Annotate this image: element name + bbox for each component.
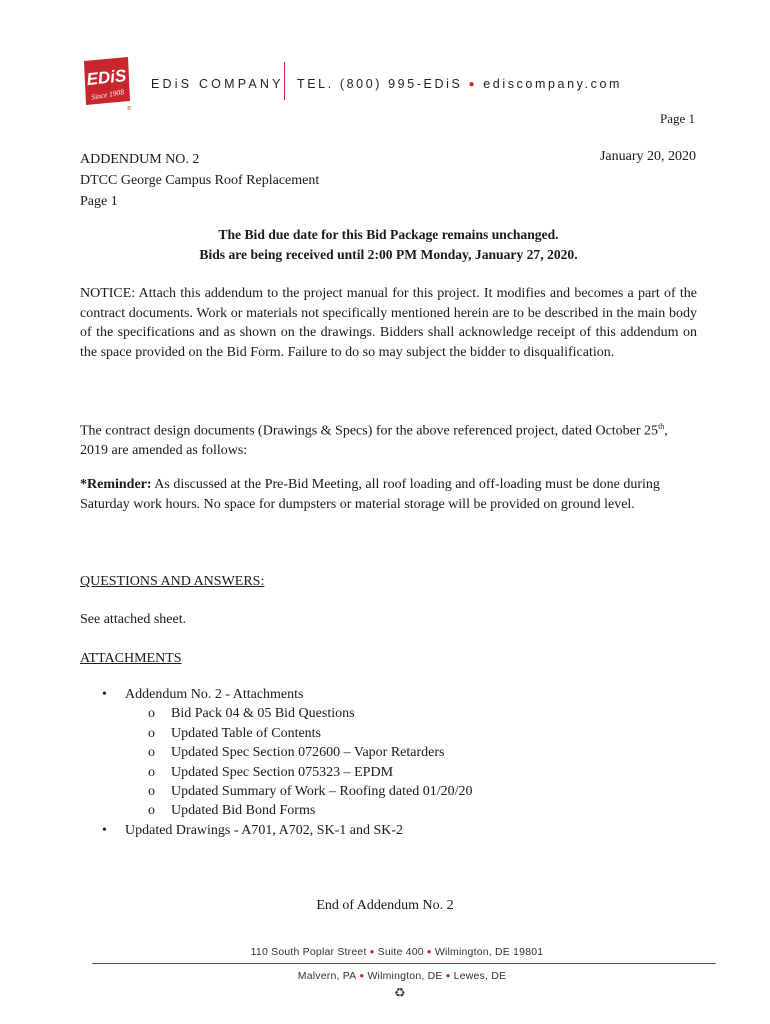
contract-paragraph	[80, 417, 697, 461]
footer-office: Malvern, PA	[297, 970, 357, 982]
footer-office: Wilmington, DE	[367, 970, 443, 982]
list-item-label: Updated Drawings - A701, A702, SK-1 and SK-2	[125, 822, 404, 838]
sub-list-item	[80, 763, 473, 782]
recycle-icon: ♻	[394, 986, 406, 1001]
notice-paragraph: NOTICE: Attach this addendum to the project manual for this project. It modifies and becomes a part of the contract documents. Work or materials not specifically mentioned herein are to be described in the main body of the specifications and as shown on the drawings. Bidders shall acknowledge receipt of this addendum on the space provided on the Bid Form. Failure to do so may subject the bidder to disqualification.	[80, 286, 697, 360]
sub-list-item-label: Updated Spec Section 075323 – EPDM	[171, 764, 394, 780]
sub-bullet-icon: o	[148, 745, 155, 761]
sub-list-item-label: Updated Bid Bond Forms	[171, 803, 316, 819]
logo-registered: ®	[127, 106, 131, 111]
list-item	[80, 821, 473, 840]
company-website[interactable]: ediscompany.com	[483, 77, 623, 91]
bid-due-notice	[80, 225, 697, 265]
sub-list-item-label: Updated Spec Section 072600 – Vapor Retarders	[171, 745, 445, 761]
footer-divider	[92, 963, 716, 964]
bid-notice-line-1: The Bid due date for this Bid Package remains unchanged.	[218, 227, 559, 242]
sub-list-item-label: Updated Summary of Work – Roofing dated 01/20/20	[171, 784, 473, 800]
ordinal-suffix: th	[658, 422, 665, 431]
company-phone: TEL. (800) 995-EDiS	[297, 77, 463, 91]
logo-since: Since 1908	[90, 87, 125, 102]
list-item	[80, 685, 473, 704]
contract-text-end: , 2019 are amended as follows:	[80, 423, 668, 459]
page-number: Page 1	[659, 111, 695, 126]
bullet-icon: •	[102, 687, 107, 702]
contract-text: The contract design documents (Drawings & Specs) for the above referenced project, dated October 25	[80, 423, 659, 439]
sub-bullet-icon: o	[148, 725, 155, 741]
reminder-paragraph	[80, 475, 680, 514]
sub-bullet-icon: o	[148, 803, 155, 819]
attachments-list	[80, 685, 473, 840]
footer-office: Lewes, DE	[453, 970, 507, 982]
sub-list-item	[80, 801, 473, 820]
contact-line	[297, 77, 622, 91]
end-of-addendum: End of Addendum No. 2	[316, 898, 454, 913]
footer-offices	[0, 970, 770, 982]
separator-dot: ●	[426, 947, 432, 956]
footer-address	[0, 946, 770, 958]
separator-dot: ●	[369, 947, 375, 956]
questions-heading: QUESTIONS AND ANSWERS:	[80, 574, 265, 589]
edis-logo	[80, 55, 132, 111]
separator-dot: ●	[445, 971, 451, 980]
addendum-header	[80, 149, 319, 212]
company-name: EDiS COMPANY	[151, 77, 284, 91]
sub-bullet-icon: o	[148, 764, 155, 780]
sub-list-item	[80, 724, 473, 743]
project-name: DTCC George Campus Roof Replacement	[80, 173, 320, 188]
logo-wordmark: EDiS	[85, 66, 128, 90]
footer-suite: Suite 400	[377, 946, 424, 958]
sub-list-item	[80, 743, 473, 762]
bullet-icon: •	[102, 822, 107, 838]
attachments-heading: ATTACHMENTS	[80, 651, 182, 666]
sub-bullet-icon: o	[148, 784, 155, 800]
addendum-date: January 20, 2020	[599, 149, 696, 164]
header-divider	[284, 62, 285, 100]
addendum-page: Page 1	[80, 194, 118, 209]
footer-street: 110 South Poplar Street	[250, 946, 367, 958]
list-item-label: Addendum No. 2 - Attachments	[125, 687, 304, 702]
sub-bullet-icon: o	[148, 706, 155, 722]
footer-city: Wilmington, DE 19801	[434, 946, 544, 958]
bid-notice-line-2: Bids are being received until 2:00 PM Monday, January 27, 2020.	[199, 247, 578, 262]
sub-list-item-label: Bid Pack 04 & 05 Bid Questions	[171, 706, 355, 722]
addendum-number: ADDENDUM NO. 2	[80, 152, 200, 167]
reminder-text: As discussed at the Pre-Bid Meeting, all roof loading and off-loading must be done during Saturday work hours. No space for dumpsters or material storage will be provided on ground level.	[80, 477, 660, 512]
separator-dot: ●	[359, 971, 365, 980]
reminder-label: *Reminder:	[80, 477, 152, 492]
separator-dot: ●	[468, 79, 478, 90]
sub-list-item-label: Updated Table of Contents	[171, 725, 322, 741]
sub-list-item	[80, 704, 473, 723]
sub-list-item	[80, 782, 473, 801]
see-attached-text: See attached sheet.	[80, 612, 187, 627]
